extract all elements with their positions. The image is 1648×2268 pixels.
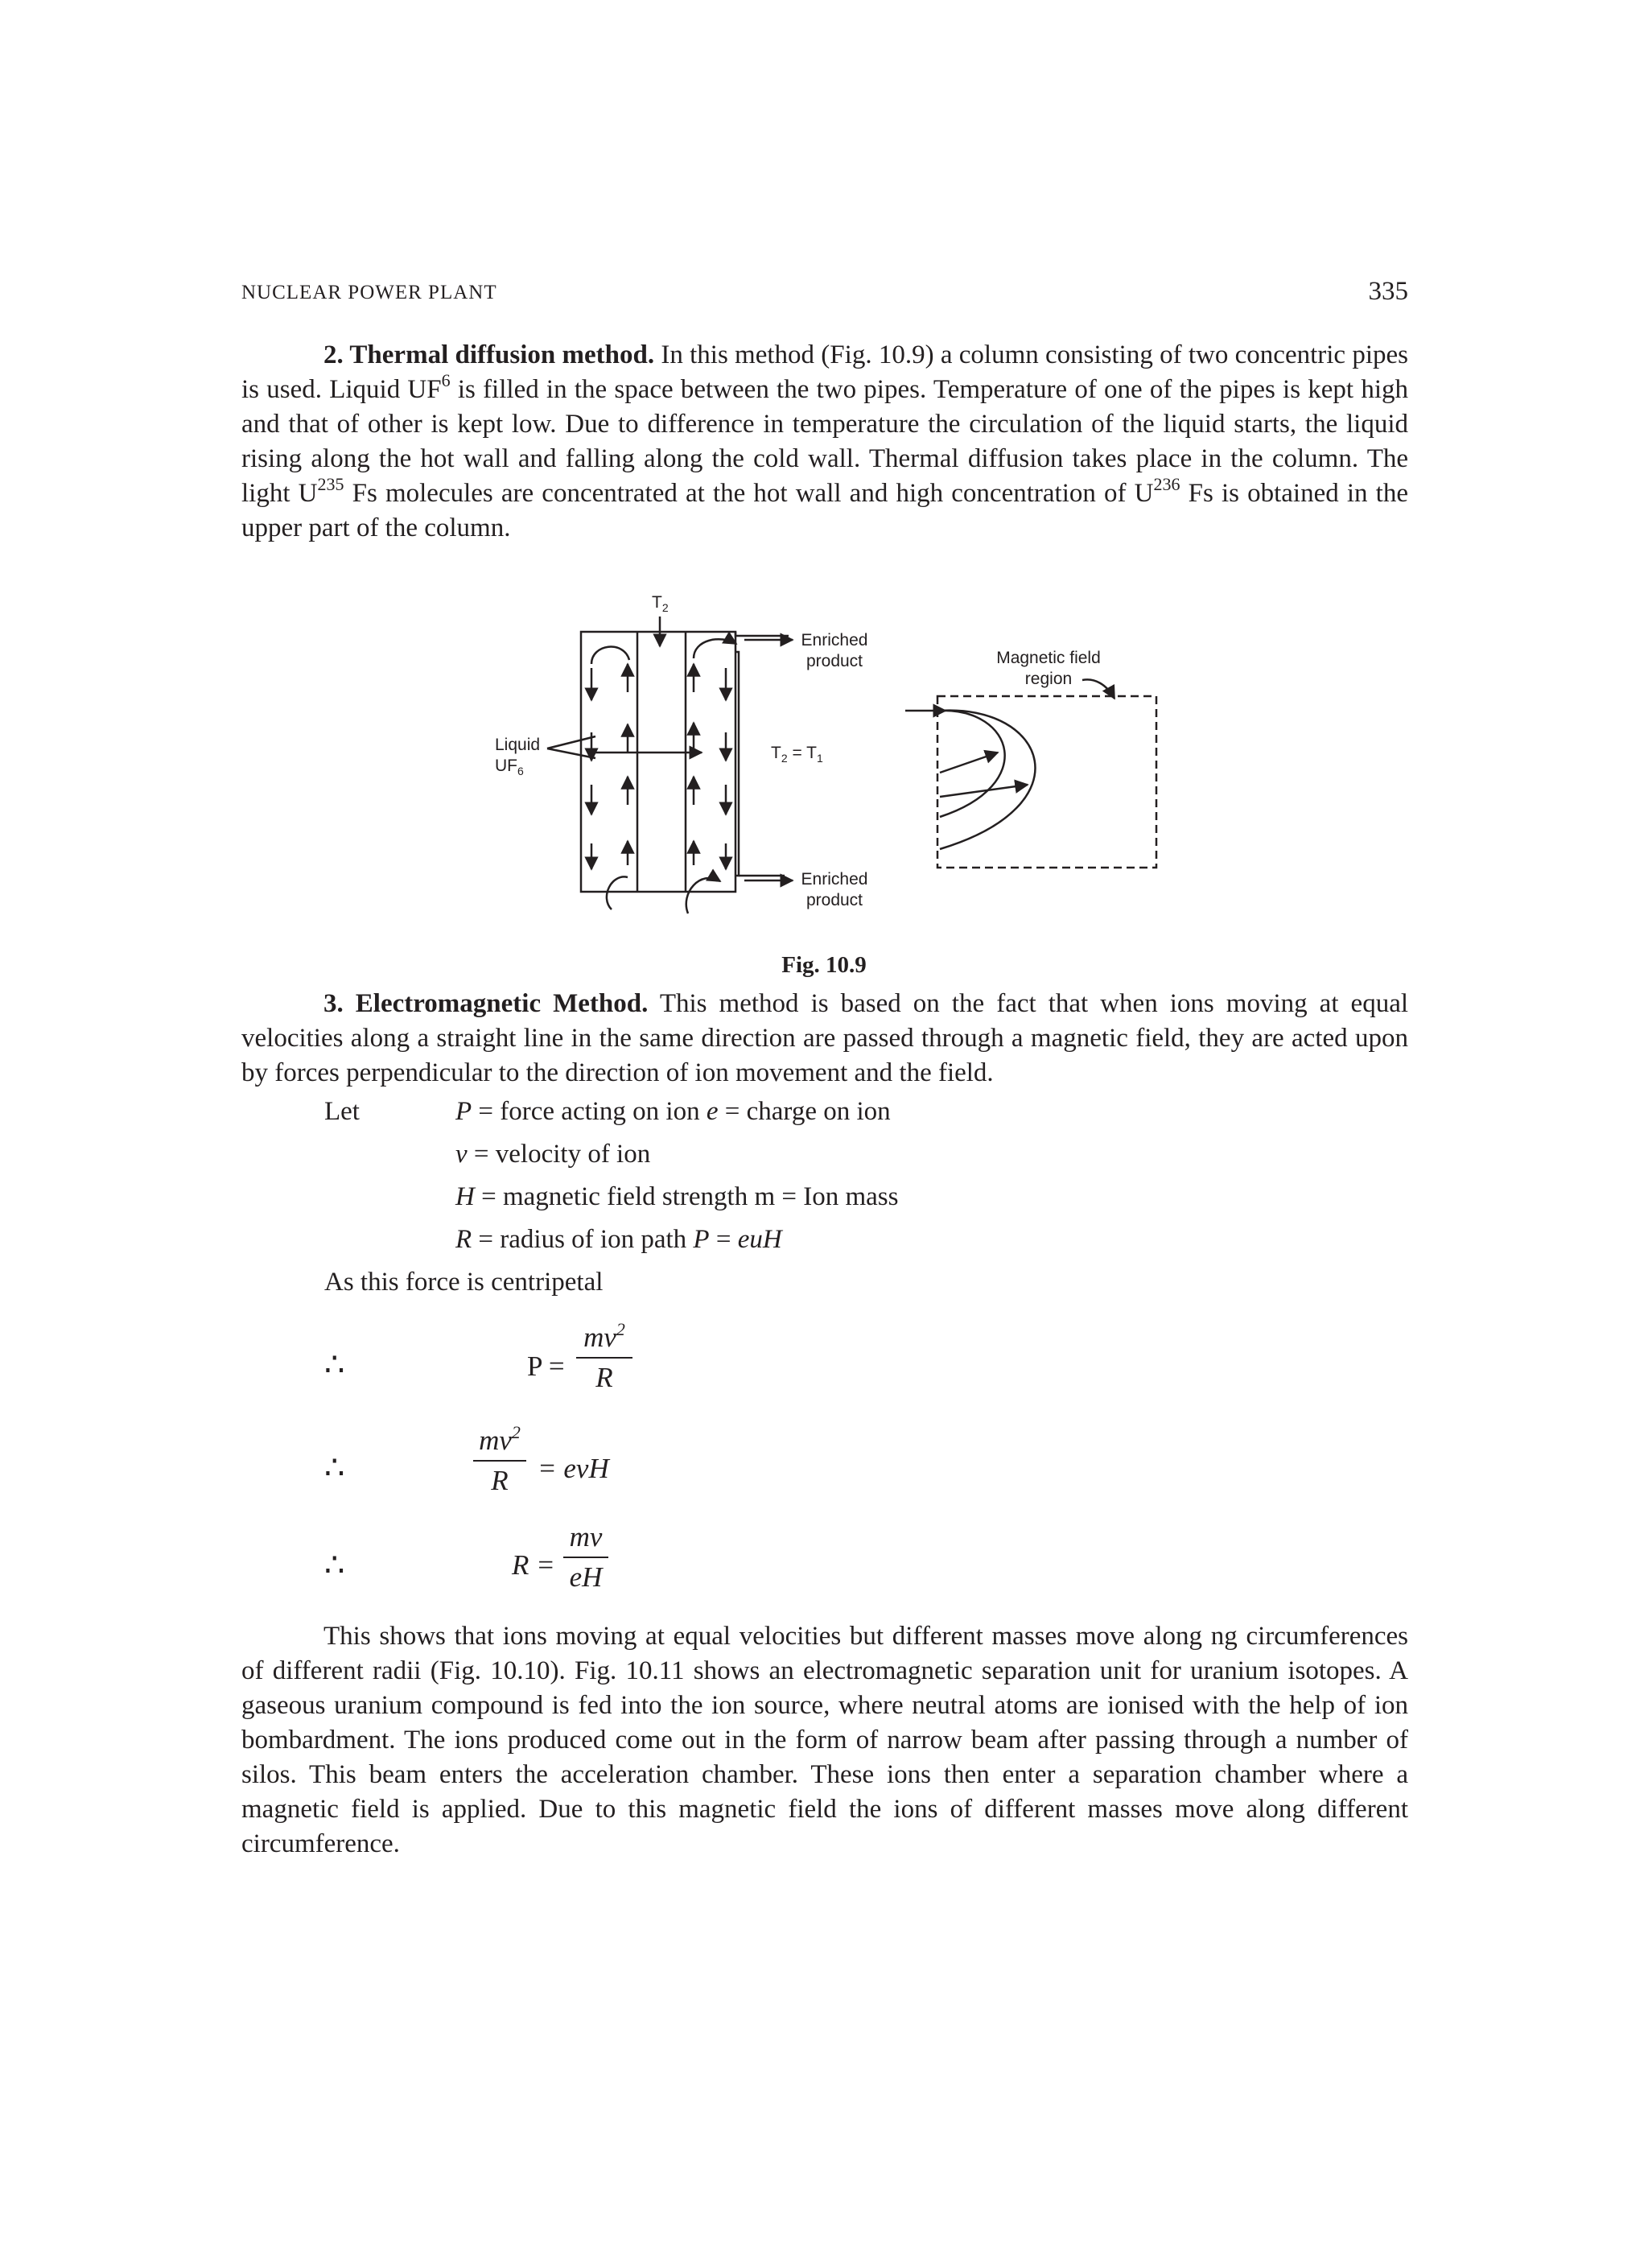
section-heading: 2. Thermal diffusion method.	[323, 340, 655, 369]
thermal-diffusion-paragraph: 2. Thermal diffusion method. In this method (Fig. 10.9) a column consisting of two concentric pipes is used. Liquid $UF^6$ is filled in the space between the two pipes. Temperature of one of the pipes is kept high and that of other is kept low. Due to difference in temperature the circulation of the liquid starts, the liquid rising along the hot wall and falling along the cold wall. Thermal diffusion takes place in the column. The light $U^{235}$ Fs molecules are concentrated at the hot wall and high concentration of $U^{236}$ Fs is obtained in the upper part of the column.	[241, 340, 1408, 542]
equation2-fraction: $mv^2$ R	[473, 1423, 526, 1499]
page-number: 335	[1368, 277, 1408, 306]
equation1-lhs: P =	[527, 1350, 565, 1382]
magnetic-label-line1: Magnetic field	[996, 649, 1101, 667]
figure-10-9	[0, 579, 1648, 934]
equation3-fraction: mv eH	[563, 1520, 608, 1595]
top-right-curve	[694, 639, 736, 658]
therefore-symbol-2: ∴	[324, 1449, 345, 1486]
therefore-symbol-3: ∴	[324, 1547, 345, 1583]
top-left-curve	[591, 647, 629, 664]
ion-path-outer	[940, 711, 1035, 849]
enriched-top-line1: Enriched	[801, 631, 868, 649]
enriched-bottom-line2: product	[805, 891, 863, 909]
magnetic-label-line2: region	[1024, 670, 1073, 688]
top-outlet-pipe	[735, 632, 789, 636]
definition-line-3: H = magnetic field strength m = Ion mass	[455, 1182, 899, 1211]
closing-paragraph: This shows that ions moving at equal velocities but different masses move along ng circumferences of different radii (Fig. 10.10). Fig. 10.11 shows an electromagnetic separation unit for uranium isotopes. A gaseous uranium compound is fed into the ion source, where neutral atoms are ionised with the help of ion bombardment. The ions produced come out in the form of narrow beam after passing through a number of silos. This beam enters the acceleration chamber. These ions then enter a separation chamber where a magnetic field is applied. Due to this magnetic field the ions of different masses move along different circumference.	[241, 1622, 1408, 1858]
magnetic-field-region	[937, 696, 1156, 868]
running-header: NUCLEAR POWER PLANT	[241, 282, 497, 303]
equation2-rhs: = evH	[538, 1453, 609, 1484]
t2-label: $T_2$	[652, 593, 669, 614]
electromagnetic-paragraph: 3. Electromagnetic Method. This method is based on the fact that when ions moving at equal velocities along a straight line in the same direction are passed through a magnetic field, they are acted upon by forces perpendicular to the direction of ion movement and the field.	[241, 989, 1409, 1087]
section-heading: 3. Electromagnetic Method.	[323, 989, 649, 1018]
liquid-label-line2: $UF_6$	[495, 757, 524, 777]
liquid-label-line1: Liquid	[495, 736, 541, 754]
figure-caption: Fig. 10.9	[781, 952, 867, 978]
definition-line-1: P = force acting on ion e = charge on ion	[455, 1097, 891, 1126]
definition-line-4: R = radius of ion path P = euH	[455, 1225, 782, 1254]
temperature-equation: $T_2 = T_1$	[771, 744, 823, 765]
definition-line-2: v = velocity of ion	[455, 1140, 651, 1169]
equation3-lhs: R =	[512, 1549, 555, 1581]
enriched-bottom-line1: Enriched	[801, 870, 868, 889]
bottom-left-curve	[607, 876, 628, 909]
ion-path-inner	[940, 711, 1005, 817]
enriched-top-line2: product	[805, 652, 863, 670]
bottom-right-curve	[686, 878, 720, 913]
let-label: Let	[324, 1097, 360, 1126]
outer-pipe	[581, 632, 735, 892]
liquid-pointer-1	[547, 736, 595, 748]
centripetal-line: As this force is centripetal	[324, 1268, 604, 1297]
radius-arrow-1	[940, 753, 998, 773]
equation1-fraction: $mv^2$ R	[576, 1320, 632, 1396]
therefore-symbol-1: ∴	[324, 1346, 345, 1383]
